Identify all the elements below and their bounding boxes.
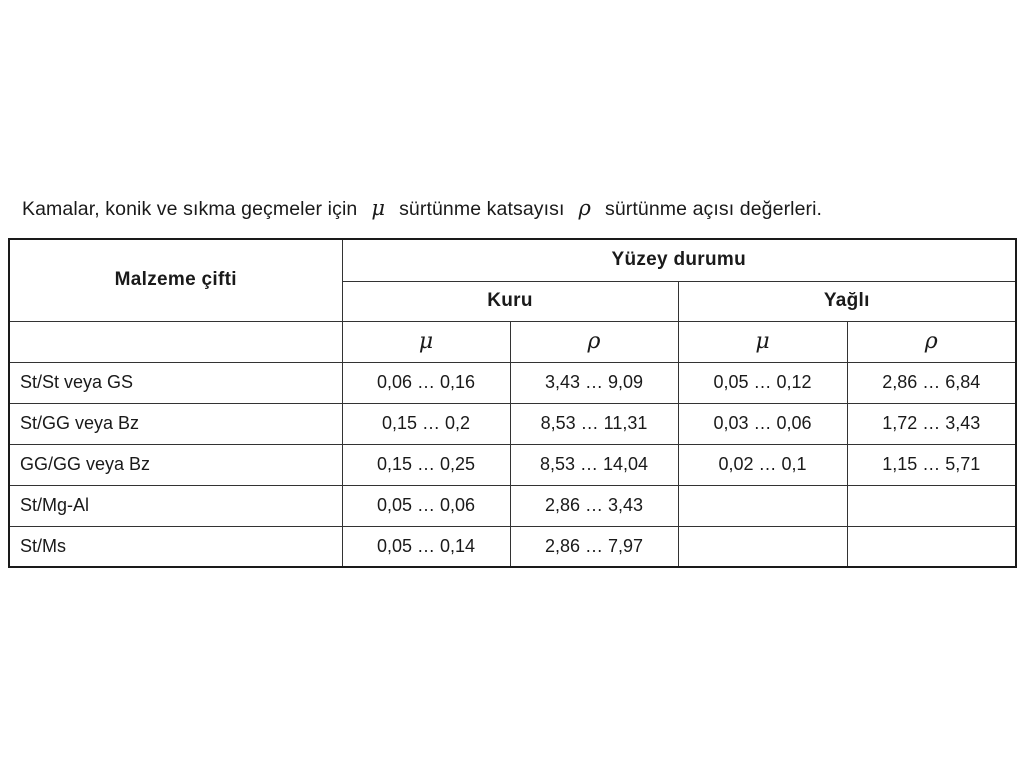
caption-text-3: sürtünme açısı değerleri. xyxy=(604,198,823,220)
dry-mu-cell: 0,05 … 0,14 xyxy=(342,526,510,567)
lub-mu-cell: 0,02 … 0,1 xyxy=(678,444,847,485)
lub-mu-cell xyxy=(678,526,847,567)
caption-text-2: sürtünme katsayısı xyxy=(399,198,565,220)
dry-rho-cell: 2,86 … 3,43 xyxy=(510,485,678,526)
dry-mu-cell: 0,15 … 0,2 xyxy=(342,403,510,444)
header-dry-mu: μ xyxy=(342,321,510,362)
material-cell: GG/GG veya Bz xyxy=(9,444,342,485)
header-empty-cell xyxy=(9,321,342,362)
lub-rho-cell xyxy=(847,526,1016,567)
dry-rho-cell: 2,86 … 7,97 xyxy=(510,526,678,567)
caption-mu-symbol: μ xyxy=(371,196,386,220)
material-cell: St/St veya GS xyxy=(9,362,342,403)
dry-rho-cell: 8,53 … 11,31 xyxy=(510,403,678,444)
header-lub-mu: μ xyxy=(678,321,847,362)
lub-mu-cell: 0,05 … 0,12 xyxy=(678,362,847,403)
lub-rho-cell: 2,86 … 6,84 xyxy=(847,362,1016,403)
header-lub-rho: ρ xyxy=(847,321,1016,362)
lub-mu-cell: 0,03 … 0,06 xyxy=(678,403,847,444)
table-row xyxy=(9,403,1016,444)
material-cell: St/Mg-Al xyxy=(9,485,342,526)
friction-table xyxy=(8,238,1017,568)
lub-rho-cell: 1,15 … 5,71 xyxy=(847,444,1016,485)
dry-mu-cell: 0,05 … 0,06 xyxy=(342,485,510,526)
lub-mu-cell xyxy=(678,485,847,526)
table-row xyxy=(9,485,1016,526)
dry-mu-cell: 0,06 … 0,16 xyxy=(342,362,510,403)
material-cell: St/Ms xyxy=(9,526,342,567)
caption-rho-symbol: ρ xyxy=(578,196,591,220)
table-row xyxy=(9,526,1016,567)
header-row-3 xyxy=(9,321,1016,362)
table-row xyxy=(9,444,1016,485)
lub-rho-cell: 1,72 … 3,43 xyxy=(847,403,1016,444)
header-material: Malzeme çifti xyxy=(9,239,342,321)
table-caption xyxy=(22,196,1012,221)
header-lubricated: Yağlı xyxy=(678,281,1016,321)
dry-rho-cell: 3,43 … 9,09 xyxy=(510,362,678,403)
header-surface-condition: Yüzey durumu xyxy=(342,239,1016,281)
caption-text-1: Kamalar, konik ve sıkma geçmeler için xyxy=(22,198,358,220)
lub-rho-cell xyxy=(847,485,1016,526)
material-cell: St/GG veya Bz xyxy=(9,403,342,444)
header-row-1 xyxy=(9,239,1016,281)
header-dry-rho: ρ xyxy=(510,321,678,362)
dry-mu-cell: 0,15 … 0,25 xyxy=(342,444,510,485)
table-row xyxy=(9,362,1016,403)
header-dry: Kuru xyxy=(342,281,678,321)
dry-rho-cell: 8,53 … 14,04 xyxy=(510,444,678,485)
